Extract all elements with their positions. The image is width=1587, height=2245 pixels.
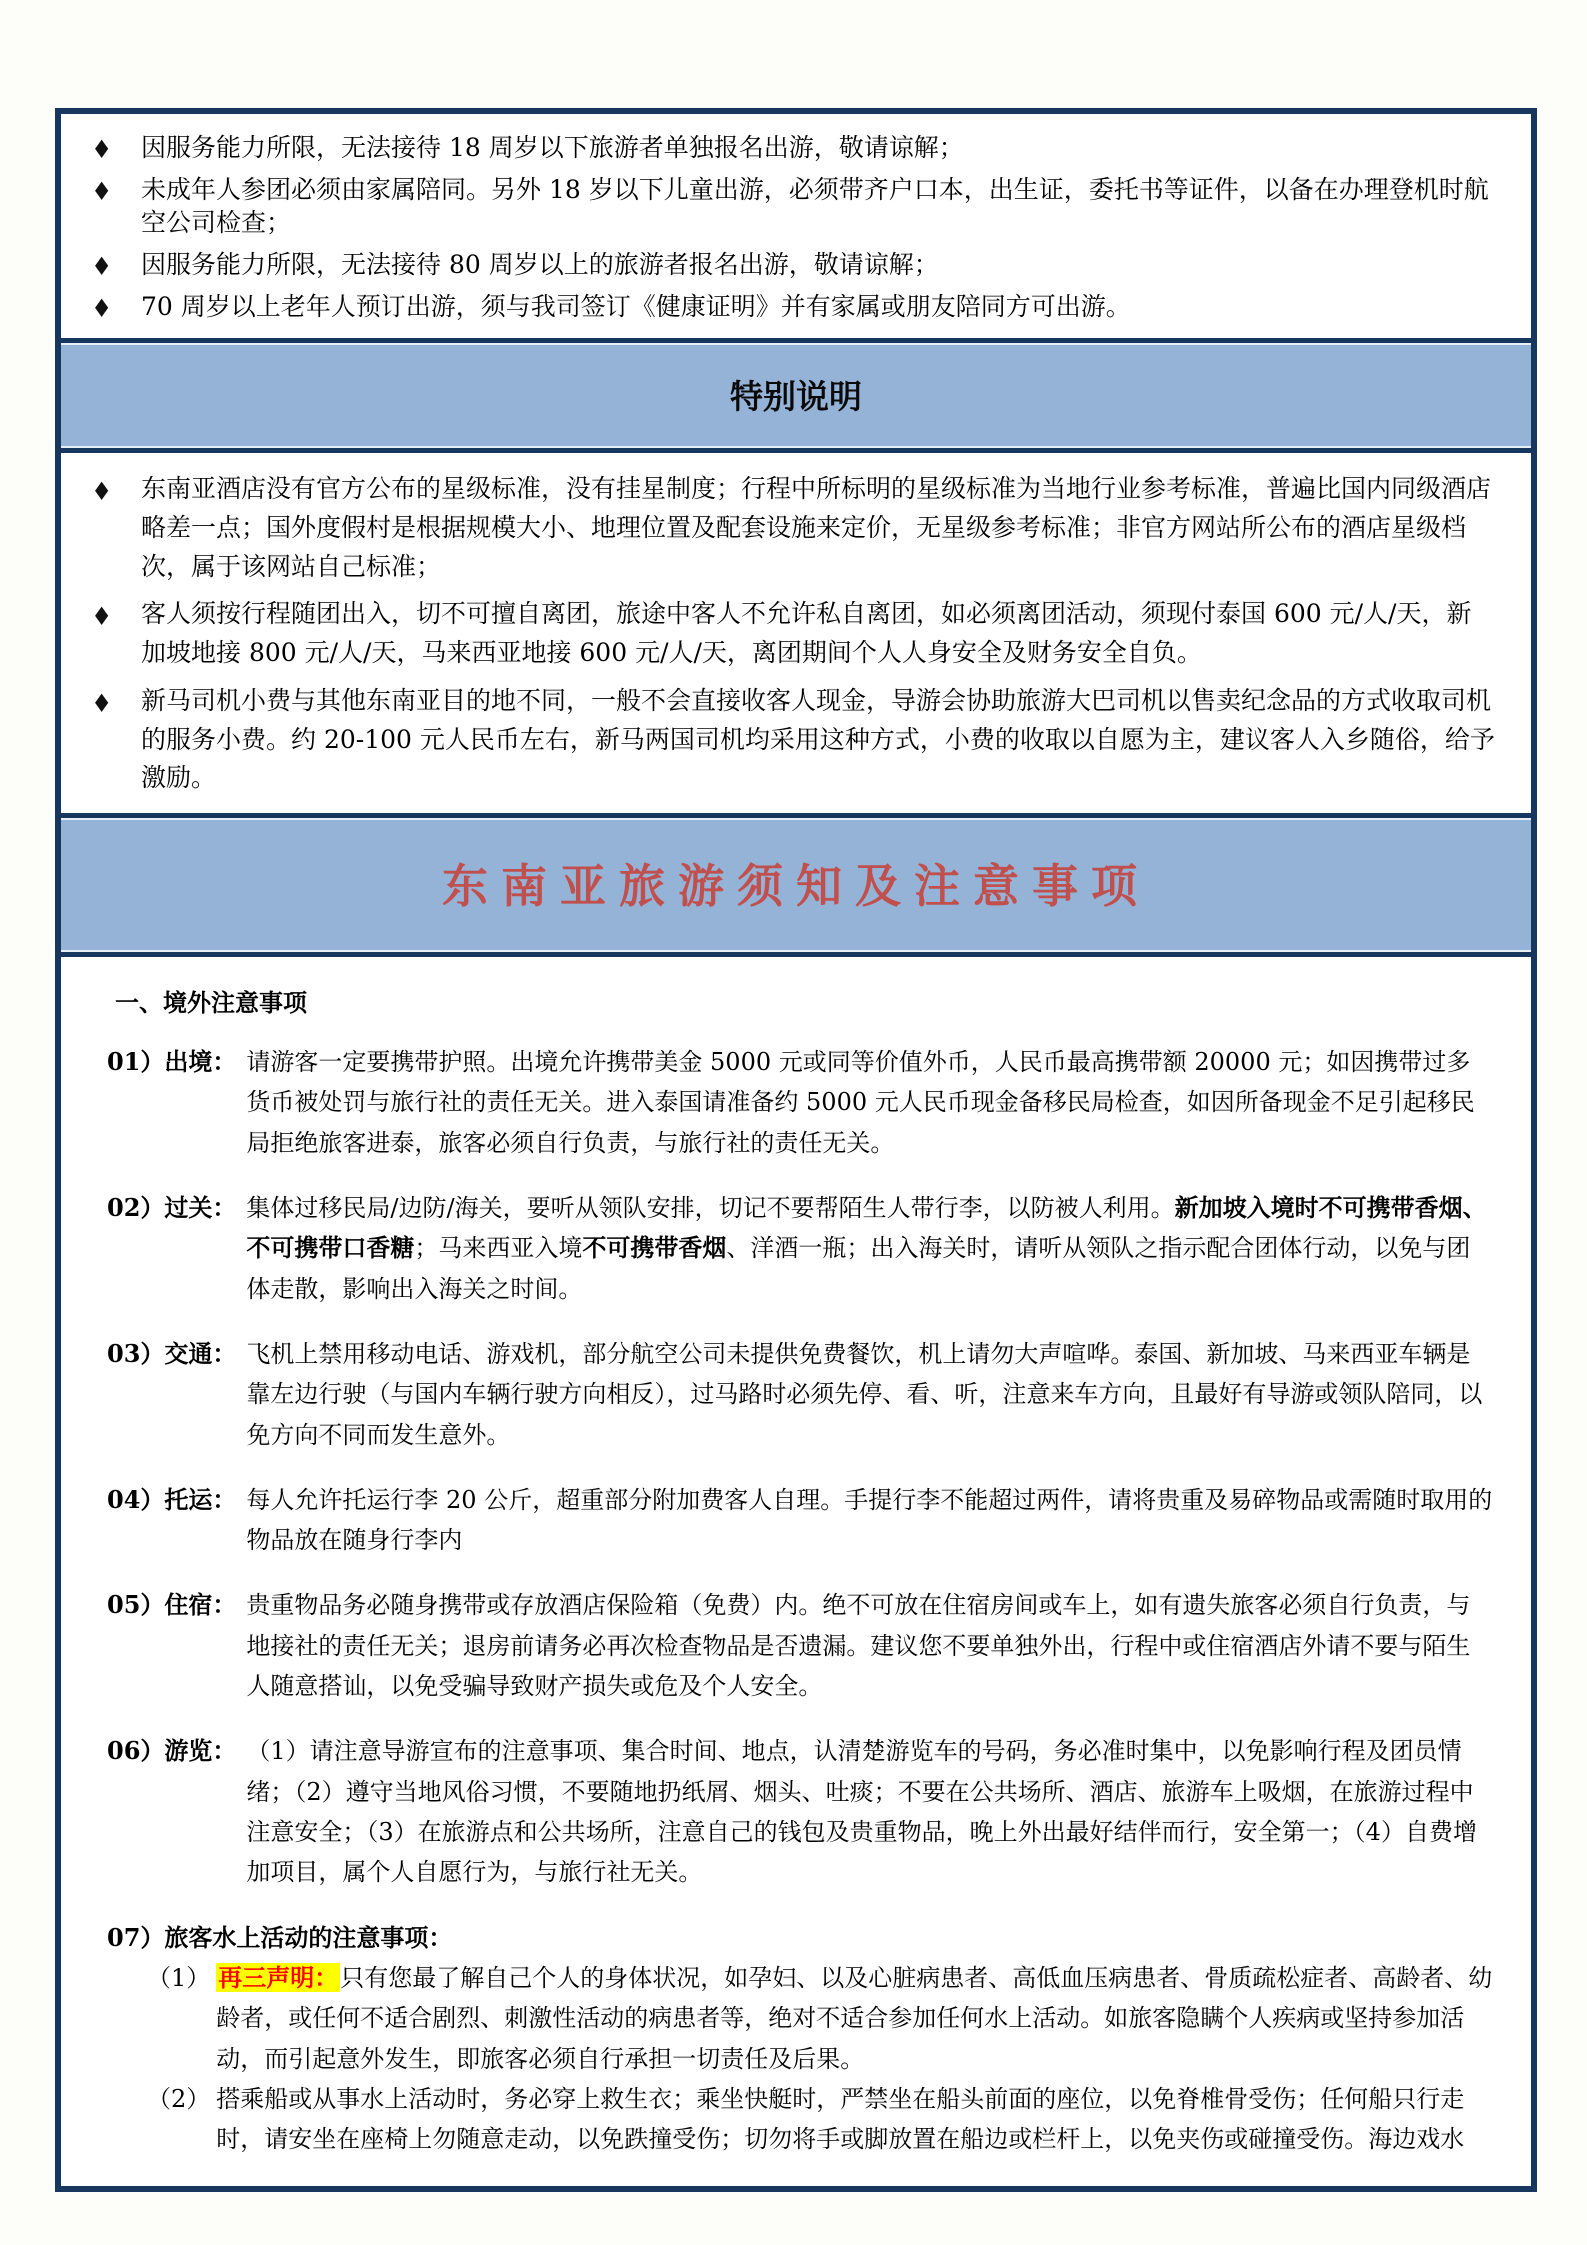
note-text: 集体过移民局/边防/海关，要听从领队安排，切记不要帮陌生人带行李，以防被人利用。新加坡入境时不可携带香烟、不可携带口香糖；马来西亚入境不可携带香烟、洋酒一瓶；出入海关时，请听从领队之指示配合团体行动，以免与团体走散，影响出入海关之时间。: [246, 1192, 1487, 1303]
note-text: 每人允许托运行李 20 公斤，超重部分附加费客人自理。手提行李不能超过两件，请将贵重及易碎物品或需随时取用的物品放在随身行李内: [246, 1485, 1493, 1555]
diamond-bullet-icon: ◆: [95, 133, 109, 161]
notice-table: [55, 108, 1537, 2192]
list-item: [95, 595, 1495, 673]
list-item: [95, 248, 1495, 281]
diamond-bullet-icon: ◆: [95, 600, 109, 629]
special-notes-section: [61, 453, 1531, 813]
diamond-bullet-icon: ◆: [95, 175, 109, 203]
diamond-bullet-icon: ◆: [95, 475, 109, 503]
list-item: [95, 470, 1495, 586]
note-text: 东南亚酒店没有官方公布的星级标准，没有挂星制度；行程中所标明的星级标准为当地行业参考标准，普遍比国内同级酒店略差一点；国外度假村是根据规模大小、地理位置及配套设施来定价，无星级参考标准；非官方网站所公布的酒店星级档次，属于该网站自己标准；: [141, 474, 1492, 581]
diamond-bullet-icon: ◆: [95, 292, 109, 320]
note-item-02: [107, 1188, 1493, 1309]
note-label: 02）过关：: [107, 1192, 237, 1222]
note-label: 03）交通：: [107, 1338, 237, 1368]
note-text: 飞机上禁用移动电话、游戏机，部分航空公司未提供免费餐饮，机上请勿大声喧哗。泰国、新加坡、马来西亚车辆是靠左边行驶（与国内车辆行驶方向相反），过马路时必须先停、看、听，注意来车方向，且最好有导游或领队陪同，以免方向不同而发生意外。: [246, 1339, 1483, 1449]
rule-text: 70 周岁以上老年人预订出游，须与我司签订《健康证明》并有家属或朋友陪同方可出游。: [141, 292, 1131, 321]
sub-item-2: [107, 2079, 1493, 2160]
note-item-01: [107, 1042, 1493, 1163]
sub-item-number: （2）: [147, 2084, 211, 2113]
note-text: 贵重物品务必随身携带或存放酒店保险箱（免费）内。绝不可放在住宿房间或车上，如有遗失旅客必须自行负责，与地接社的责任无关；退房前请务必再次检查物品是否遗漏。建议您不要单独外出，行程中或住宿酒店外请不要与陌生人随意搭讪，以免受骗导致财产损失或危及个人安全。: [246, 1591, 1471, 1701]
special-notes-header-band: [61, 338, 1531, 453]
note-text: 请游客一定要携带护照。出境允许携带美金 5000 元或同等价值外币，人民币最高携带额 20000 元；如因携带过多货币被处罚与旅行社的责任无关。进入泰国请准备约 5000 元人民币现金备移民局检查，如因所备现金不足引起移民局拒绝旅客进泰，旅客必须自行负责，与旅行社的责任无关。: [246, 1048, 1475, 1157]
note-label: 01）出境：: [107, 1047, 237, 1076]
diamond-bullet-icon: ◆: [95, 686, 109, 715]
sub-item-number: （1）: [147, 1963, 211, 1992]
page-title: 东南亚旅游须知及注意事项: [442, 859, 1150, 913]
section-heading: 一、境外注意事项: [115, 988, 307, 1017]
note-text: （1）请注意导游宣布的注意事项、集合时间、地点，认清楚游览车的号码，务必准时集中，以免影响行程及团员情绪；（2）遵守当地风俗习惯，不要随地扔纸屑、烟头、吐痰；不要在公共场所、酒店、旅游车上吸烟，在旅游过程中注意安全；（3）在旅游点和公共场所，注意自己的钱包及贵重物品，晚上外出最好结伴而行，安全第一；（4）自费增加项目，属个人自愿行为，与旅行社无关。: [246, 1737, 1477, 1887]
list-item: [95, 173, 1495, 239]
note-item-03: [107, 1334, 1493, 1455]
note-label: 05）住宿：: [107, 1590, 237, 1620]
list-item: [95, 131, 1495, 164]
rule-text: 未成年人参团必须由家属陪同。另外 18 岁以下儿童出游，必须带齐户口本，出生证，委托书等证件，以备在办理登机时航空公司检查；: [141, 175, 1489, 237]
note-item-05: [107, 1585, 1493, 1706]
diamond-bullet-icon: ◆: [95, 250, 109, 278]
note-label: 04）托运：: [107, 1484, 237, 1514]
note-item-06: [107, 1731, 1493, 1892]
note-item-04: [107, 1480, 1493, 1561]
rule-text: 因服务能力所限，无法接待 18 周岁以下旅游者单独报名出游，敬请谅解；: [141, 133, 964, 162]
sub-item-1: [107, 1958, 1493, 2079]
note-text: 客人须按行程随团出入，切不可擅自离团，旅途中客人不允许私自离团，如必须离团活动，须现付泰国 600 元/人/天，新加坡地接 800 元/人/天，马来西亚地接 600 元/人/天，离团期间个人人身安全及财务安全自负。: [141, 599, 1472, 667]
note-text: 新马司机小费与其他东南亚目的地不同，一般不会直接收客人现金，导游会协助旅游大巴司机以售卖纪念品的方式收取司机的服务小费。约 20-100 元人民币左右，新马两国司机均采用这种方式，小费的收取以自愿为主，建议客人入乡随俗，给予激励。: [141, 685, 1495, 793]
special-notes-title: 特别说明: [730, 377, 862, 416]
overseas-notes-section: [61, 957, 1531, 2186]
main-title-band: [61, 813, 1531, 957]
sub-item-text: 再三声明：只有您最了解自己个人的身体状况，如孕妇、以及心脏病患者、高低血压病患者、骨质疏松症者、高龄者、幼龄者，或任何不适合剧烈、刺激性活动的病患者等，绝对不适合参加任何水上活动。如旅客隐瞒个人疾病或坚持参加活动，而引起意外发生，即旅客必须自行承担一切责任及后果。: [216, 1962, 1493, 2073]
note-label: 07）旅客水上活动的注意事项：: [107, 1922, 453, 1952]
highlighted-warning: 再三声明：: [218, 1962, 339, 1992]
rule-text: 因服务能力所限，无法接待 80 周岁以上的旅游者报名出游，敬请谅解；: [141, 250, 939, 279]
sub-item-text: 搭乘船或从事水上活动时，务必穿上救生衣；乘坐快艇时，严禁坐在船头前面的座位，以免脊椎骨受伤；任何船只行走时，请安坐在座椅上勿随意走动，以免跌撞受伤；切勿将手或脚放置在船边或栏杆上，以免夹伤或碰撞受伤。海边戏水: [216, 2084, 1465, 2154]
list-item: [95, 290, 1495, 323]
note-label: 06）游览：: [107, 1736, 237, 1766]
list-item: [95, 682, 1495, 798]
age-rules-section: [61, 114, 1531, 338]
note-item-07: [107, 1918, 1493, 2160]
